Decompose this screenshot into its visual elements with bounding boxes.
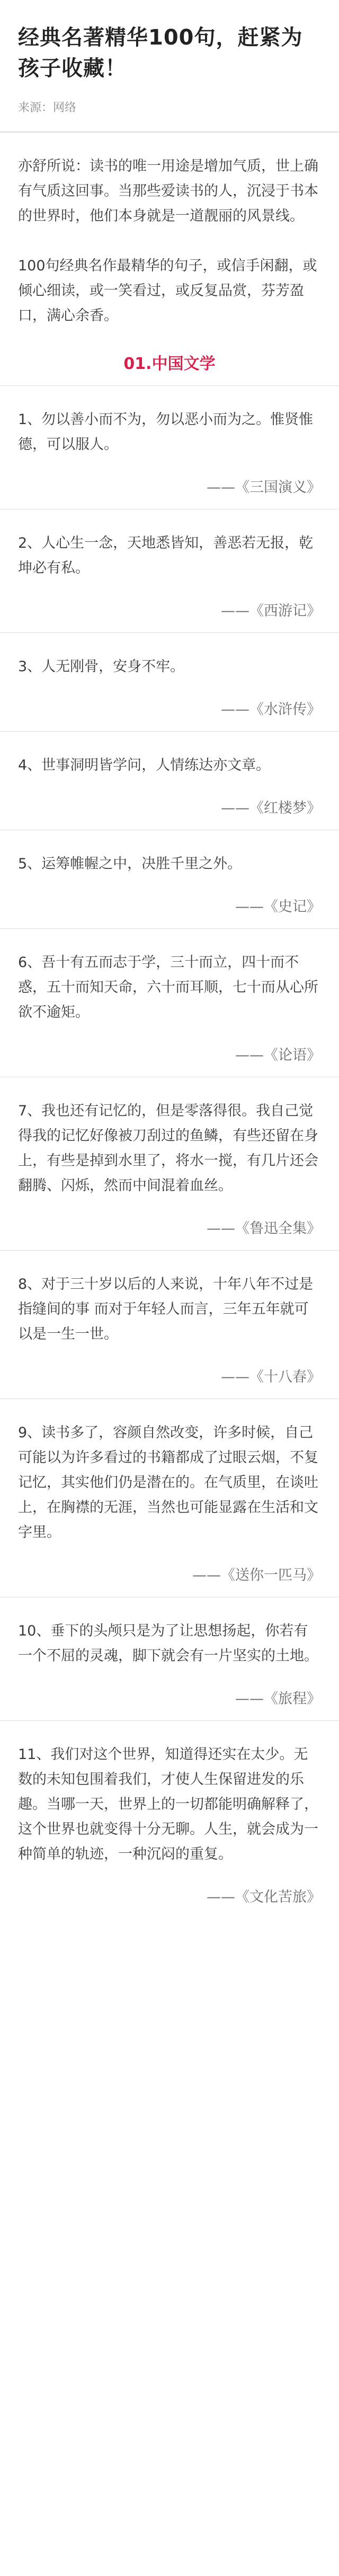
intro-paragraph: 100句经典名作最精华的句子，或信手闲翻，或倾心细读，或一笑看过，或反复品赏，芬芳盈口，满心余香。 (18, 258, 317, 324)
quote-text: 7、我也还有记忆的，但是零落得很。我自己觉得我的记忆好像被刀刮过的鱼鳞，有些还留在身上，有些是掉到水里了，将水一搅，有几片还会翻腾、闪烁，然而中间混着血丝。 (18, 1103, 318, 1194)
quote-source: ——《水浒传》 (221, 701, 321, 718)
quote-source: ——《论语》 (235, 1047, 321, 1063)
quote-item (18, 407, 321, 498)
quote-source: ——《西游记》 (221, 603, 321, 619)
quote-item (18, 1098, 321, 1239)
header-divider (0, 131, 339, 133)
quote-item (18, 950, 321, 1066)
quote-source: ——《鲁迅全集》 (207, 1220, 321, 1237)
quote-source: ——《史记》 (235, 899, 321, 915)
quote-list (18, 385, 321, 1908)
quote-item (18, 531, 321, 622)
quote-item (18, 1420, 321, 1586)
quote-text: 4、世事洞明皆学问，人情练达亦文章。 (18, 757, 271, 773)
quote-item (18, 1742, 321, 1908)
quote-source: ——《旅程》 (235, 1691, 321, 1707)
quote-divider (0, 1720, 339, 1721)
quote-divider (0, 632, 339, 633)
quote-text: 11、我们对这个世界，知道得还实在太少。无数的未知包围着我们，才使人生保留进发的乐趣。当哪一天，世界上的一切都能明确解释了，这个世界也就变得十分无聊。人生，就会成为一种简单的轨迹，一种沉闷的重复。 (18, 1746, 318, 1862)
quote-text: 1、勿以善小而不为，勿以恶小而为之。惟贤惟德，可以服人。 (18, 411, 314, 453)
article-title: 经典名著精华100句，赶紧为孩子收藏！ (18, 25, 303, 81)
quote-text: 8、对于三十岁以后的人来说，十年八年不过是指缝间的事 而对于年轻人而言，三年五年就可以是一生一世。 (18, 1276, 314, 1342)
quote-source: ——《三国演义》 (207, 479, 321, 496)
quote-item (18, 851, 321, 918)
quote-text: 9、读书多了，容颜自然改变，许多时候，自己可能以为许多看过的书籍都成了过眼云烟，不复记忆，其实他们仍是潜在的。在气质里，在谈吐上，在胸襟的无涯，当然也可能显露在生活和文字里。 (18, 1425, 318, 1541)
quote-source: ——《送你一匹马》 (192, 1567, 321, 1584)
quote-item (18, 654, 321, 720)
quote-text: 5、运筹帷幄之中，决胜千里之外。 (18, 856, 242, 872)
quote-item (18, 1619, 321, 1710)
quote-item (18, 1272, 321, 1388)
section-title: 01.中国文学 (123, 355, 216, 373)
quote-item (18, 753, 321, 819)
intro-paragraph: 亦舒所说：读书的唯一用途是增加气质，世上确有气质这回事。当那些爱读书的人，沉浸于书本的世界时，他们本身就是一道靓丽的风景线。 (18, 158, 318, 224)
quote-divider (0, 1250, 339, 1251)
quote-source: ——《红楼梦》 (221, 800, 321, 816)
quote-source: ——《十八春》 (221, 1369, 321, 1385)
quote-text: 3、人无刚骨，安身不牢。 (18, 658, 185, 675)
quote-text: 10、垂下的头颅只是为了让思想扬起，你若有一个不屈的灵魂，脚下就会有一片坚实的土地。 (18, 1623, 318, 1664)
article-source: 来源：网络 (18, 101, 77, 115)
quote-source: ——《文化苦旅》 (207, 1889, 321, 1905)
quote-divider (0, 385, 339, 386)
quote-divider (0, 731, 339, 732)
quote-divider (0, 928, 339, 929)
quote-text: 6、吾十有五而志于学，三十而立，四十而不惑，五十而知天命，六十而耳顺，七十而从心所欲不逾矩。 (18, 954, 318, 1021)
quote-text: 2、人心生一念，天地悉皆知，善恶若无报，乾坤必有私。 (18, 535, 314, 576)
